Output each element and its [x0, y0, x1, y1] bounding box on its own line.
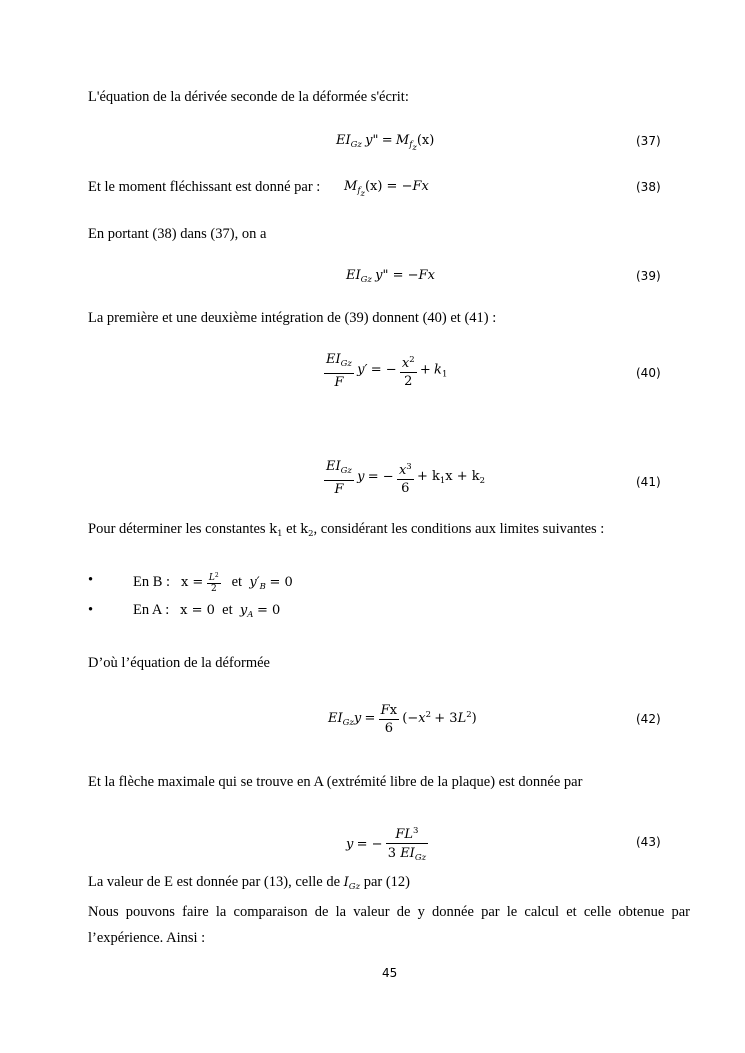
equation-number-39: (39): [636, 269, 661, 283]
equation-37: $EI_{Gz}$ y" = $M_{f_z}(x)$: [336, 133, 435, 153]
equation-39: $EI_{Gz}$ y" = −Fx: [346, 268, 435, 285]
paragraph-constants: Pour déterminer les constantes $k_1$ et $k_2$, considérant les conditions aux limites suivantes :: [88, 521, 605, 539]
paragraph-integration: La première et une deuxième intégration de (39) donnent (40) et (41) :: [88, 310, 497, 326]
equation-38: $M_{f_z}(x) = -Fx$: [344, 179, 429, 199]
valeur-e-text-end: par (12): [363, 874, 410, 890]
page-number: 45: [382, 966, 398, 980]
valeur-e-text-start: La valeur de E est donnée par (13), celle de: [88, 874, 341, 890]
bullet-label-a: En A :: [133, 602, 170, 618]
paragraph-comparaison: Nous pouvons faire la comparaison de la valeur de y donnée par le calcul et celle obtenue par l’expérience. Ainsi :: [88, 904, 690, 946]
equation-43: y = − $\frac{FL^3}{3 EI_{Gz}}$: [346, 823, 428, 867]
constants-text-start: Pour déterminer les constantes: [88, 521, 266, 537]
equation-number-38: (38): [636, 180, 661, 194]
bullet-marker: •: [88, 602, 94, 618]
equation-number-40: (40): [636, 366, 661, 380]
equation-number-37: (37): [636, 134, 661, 148]
bullet-label-b: En B :: [133, 573, 171, 590]
bullet-and-b: et: [231, 573, 243, 590]
paragraph-intro: L'équation de la dérivée seconde de la déformée s'écrit:: [88, 89, 409, 105]
paragraph-fleche: Et la flèche maximale qui se trouve en A (extrémité libre de la plaque) est donnée par: [88, 774, 583, 790]
equation-40: $\frac{EI_{Gz}}{F}$ y′ = − $\frac{x^2}{2}$ + $k_1$: [326, 352, 448, 390]
paragraph-valeur-e: La valeur de E est donnée par (13), celle de $I_{Gz}$ par (12): [88, 874, 410, 892]
paragraph-substitution: En portant (38) dans (37), on a: [88, 226, 267, 242]
bullet-condition-b: En B : x = $\frac{L^2}{2}$ et $y'_B = 0$: [133, 572, 293, 594]
bullet-and-a: et: [222, 602, 233, 618]
paragraph-deformee: D’où l’équation de la déformée: [88, 655, 270, 671]
equation-number-42: (42): [636, 712, 661, 726]
equation-41: $\frac{EI_{Gz}}{F}$ y = − $\frac{x^3}{6}$ + $k_1x + k_2$: [326, 459, 486, 497]
constants-text-and: et: [286, 521, 297, 537]
equation-42: $EI_{Gz}y$ = $\frac{Fx}{6}$ $(-x^2 + 3L^2)$: [328, 703, 477, 736]
constants-text-end: , considérant les conditions aux limites suivantes :: [313, 521, 605, 537]
equation-number-41: (41): [636, 475, 661, 489]
bullet-marker: •: [88, 572, 94, 588]
equation-number-43: (43): [636, 835, 661, 849]
paragraph-moment: Et le moment fléchissant est donné par :: [88, 179, 321, 195]
bullet-condition-a: En A : x = 0 et $y_A = 0$: [133, 602, 281, 620]
